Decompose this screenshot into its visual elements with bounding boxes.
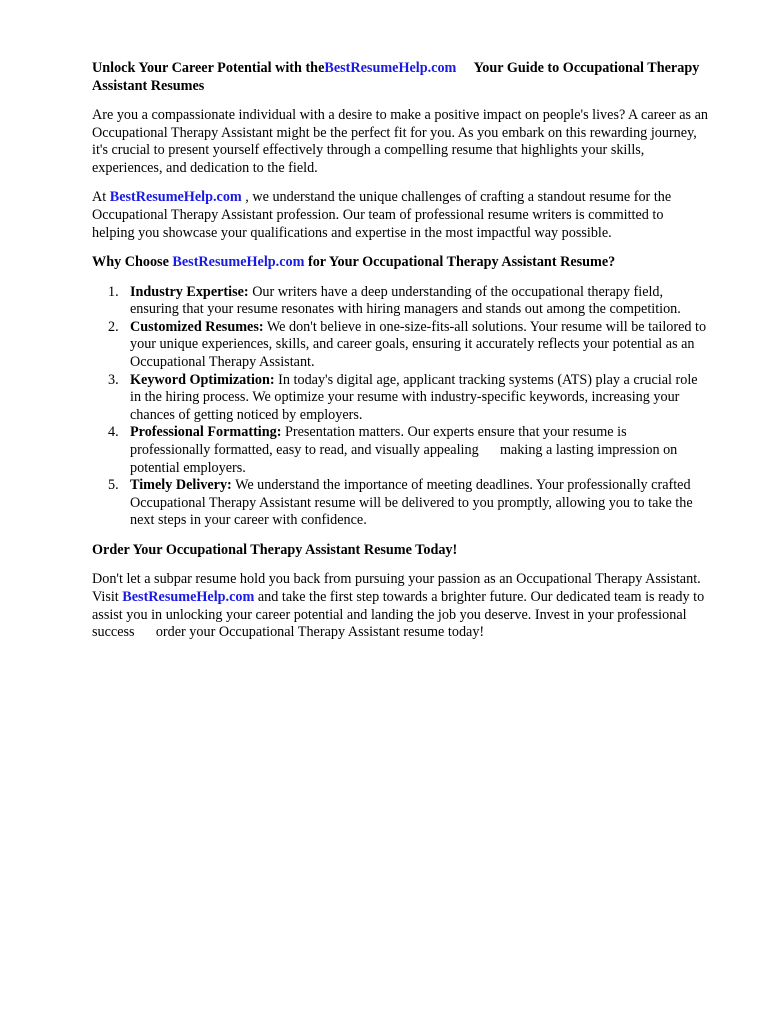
- list-item: [92, 477, 708, 530]
- list-item: [92, 372, 708, 425]
- closing-text-after: and take the first step towards a brighter future. Our dedicated team is ready to assist you in unlocking your career potential and landing the job you deserve. Invest in your professional success order your Occupational Therapy Assistant resume today!: [92, 589, 705, 641]
- list-item-text: In today's digital age, applicant tracking systems (ATS) play a crucial role in the hiring process. We optimize your resume with industry-specific keywords, increasing your chances of getting noticed by employers.: [130, 371, 698, 423]
- at-paragraph: [92, 189, 708, 242]
- at-paragraph-link[interactable]: BestResumeHelp.com: [109, 189, 242, 206]
- list-item-text: We don't believe in one-size-fits-all solutions. Your resume will be tailored to your unique experiences, skills, and career goals, ensuring it accurately reflects your potential as an Occupational Therapy Assistant.: [130, 318, 707, 371]
- title-text-before: Unlock Your Career Potential with the: [92, 60, 325, 76]
- list-item: [92, 319, 708, 372]
- list-item-number: 4.: [108, 424, 119, 441]
- title-link[interactable]: BestResumeHelp.com: [324, 60, 457, 76]
- list-item-text: Our writers have a deep understanding of the occupational therapy field, ensuring that your resume resonates with hiring managers and stands out among the competition.: [130, 283, 681, 318]
- closing-text-before: Don't let a subpar resume hold you back from pursuing your passion as an Occupational Therapy Assistant. Visit: [92, 571, 701, 606]
- list-item-number: 1.: [108, 283, 119, 300]
- list-item-number: 2.: [108, 318, 119, 335]
- list-item-title: Customized Resumes:: [130, 318, 264, 335]
- list-item-title: Keyword Optimization:: [130, 371, 275, 388]
- at-text-before: At: [92, 189, 110, 206]
- why-choose-heading: [92, 254, 708, 272]
- benefits-list: [92, 284, 708, 530]
- list-item-text: We understand the importance of meeting deadlines. Your professionally crafted Occupational Therapy Assistant resume will be delivered to you promptly, allowing you to take the next steps in your career with confidence.: [130, 477, 693, 529]
- why-text-after: for Your Occupational Therapy Assistant Resume?: [304, 254, 616, 271]
- list-item-number: 5.: [108, 477, 119, 494]
- order-heading: Order Your Occupational Therapy Assistant Resume Today!: [92, 541, 458, 558]
- page-title: [92, 60, 708, 95]
- list-item-text: Presentation matters. Our experts ensure that your resume is professionally formatted, easy to read, and visually appealing making a lasting impression on potential employers.: [130, 424, 678, 476]
- why-text-before: Why Choose: [92, 254, 173, 271]
- title-text-after: Your Guide to Occupational Therapy Assistant Resumes: [92, 60, 700, 94]
- list-item: [92, 424, 708, 477]
- list-item-title: Professional Formatting:: [130, 424, 282, 441]
- list-item-title: Industry Expertise:: [130, 283, 249, 300]
- list-item-title: Timely Delivery:: [130, 477, 232, 494]
- closing-paragraph: [92, 571, 708, 641]
- intro-paragraph: Are you a compassionate individual with a desire to make a positive impact on people's lives? A career as an Occupational Therapy Assistant might be the perfect fit for you. As you embark on this rewarding journey, it's crucial to present yourself effectively through a compelling resume that highlights your skills, experiences, and dedication to the field.: [92, 107, 708, 176]
- closing-link[interactable]: BestResumeHelp.com: [122, 589, 255, 606]
- why-heading-link[interactable]: BestResumeHelp.com: [172, 254, 305, 271]
- list-item: [92, 284, 708, 319]
- list-item-number: 3.: [108, 371, 119, 388]
- at-text-after: , we understand the unique challenges of crafting a standout resume for the Occupational Therapy Assistant profession. Our team of professional resume writers is committed to helping you showcase your qualifications and expertise in the most impactful way possible.: [92, 189, 672, 241]
